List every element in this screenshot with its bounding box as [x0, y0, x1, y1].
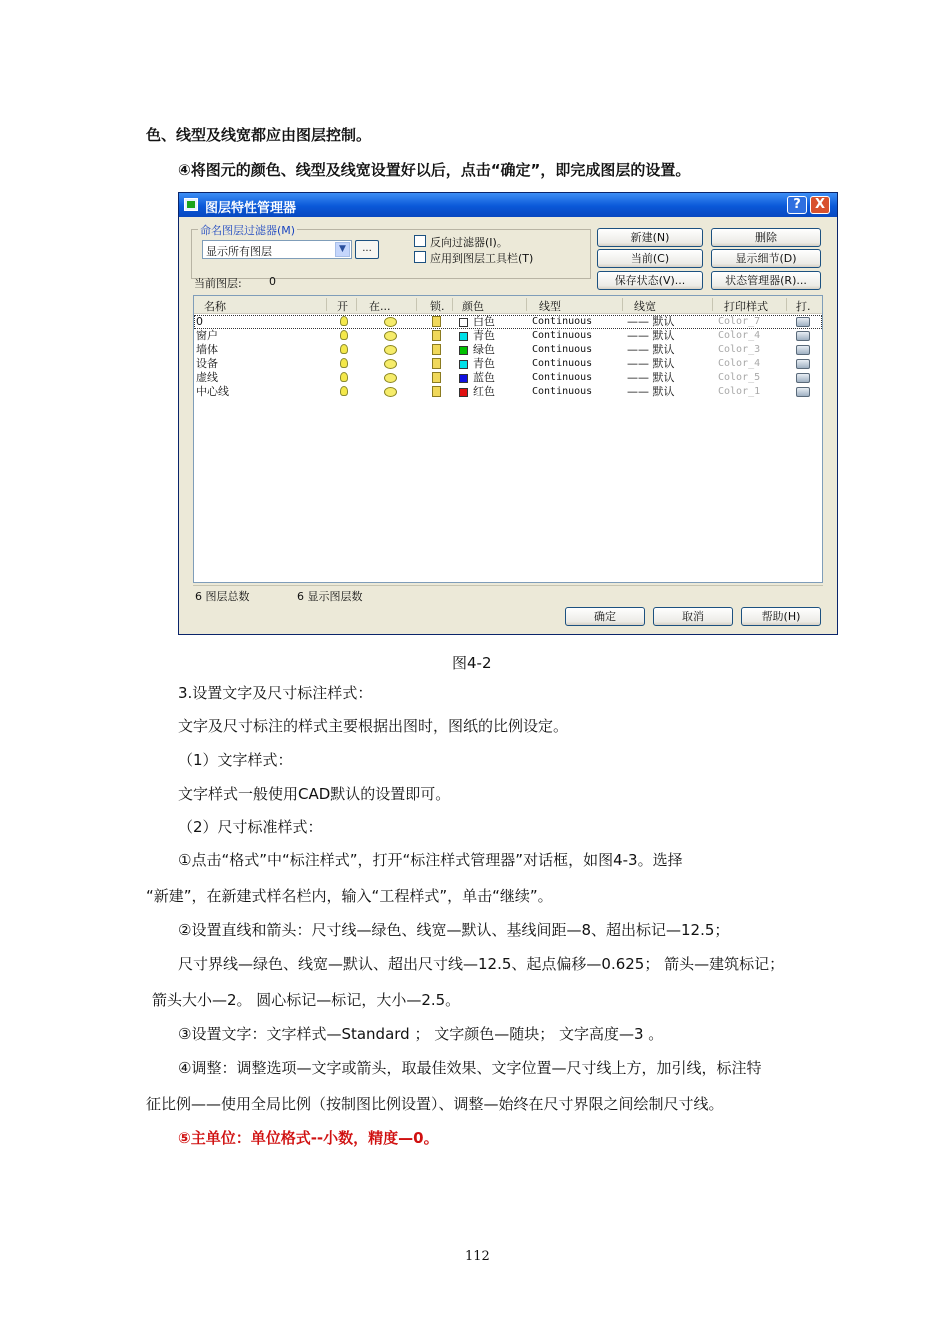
page-number: 112: [465, 1249, 490, 1264]
color-name: 白色: [473, 315, 495, 328]
plot-style: Color_4: [718, 330, 761, 341]
printer-icon[interactable]: [796, 359, 810, 369]
ok-button[interactable]: 确定: [565, 607, 645, 626]
layer-name: 虚线: [196, 371, 218, 384]
col-lineweight[interactable]: 线宽: [634, 300, 656, 313]
help-icon[interactable]: ?: [787, 196, 807, 214]
show-details-button[interactable]: 显示细节(D): [711, 249, 821, 268]
col-lock[interactable]: 锁.: [430, 300, 445, 313]
paragraph-line: “新建”，在新建式样名栏内，输入“工程样式”，单击“继续”。: [146, 887, 553, 905]
close-icon[interactable]: X: [810, 196, 830, 214]
paragraph-line: 箭头大小—2。 圆心标记—标记，大小—2.5。: [152, 991, 461, 1009]
printer-icon[interactable]: [796, 387, 810, 397]
paragraph-line: 文字及尺寸标注的样式主要根据出图时，图纸的比例设定。: [178, 717, 569, 735]
linetype[interactable]: Continuous: [532, 372, 593, 383]
paragraph-line: ②设置直线和箭头：尺寸线—绿色、线宽—默认、基线间距—8、超出标记—12.5；: [178, 921, 730, 939]
save-state-button[interactable]: 保存状态(V)...: [597, 271, 703, 290]
bulb-icon[interactable]: [340, 386, 348, 396]
sun-icon[interactable]: [384, 345, 397, 355]
help-button[interactable]: 帮助(H): [741, 607, 821, 626]
filter-group-label: 命名图层过滤器(M): [200, 224, 296, 237]
lineweight[interactable]: —— 默认: [627, 315, 675, 328]
linetype[interactable]: Continuous: [532, 344, 593, 355]
lock-icon[interactable]: [432, 386, 441, 397]
paragraph-line: ④将图元的颜色、线型及线宽设置好以后，点击“确定”，即完成图层的设置。: [178, 161, 691, 179]
lineweight[interactable]: —— 默认: [627, 343, 675, 356]
delete-button[interactable]: 删除: [711, 228, 821, 247]
sun-icon[interactable]: [384, 373, 397, 383]
sun-icon[interactable]: [384, 387, 397, 397]
table-row[interactable]: [194, 343, 822, 357]
table-row[interactable]: [194, 315, 822, 329]
bulb-icon[interactable]: [340, 330, 348, 340]
layer-list-header: [194, 296, 822, 314]
col-linetype[interactable]: 线型: [539, 300, 561, 313]
table-row[interactable]: [194, 385, 822, 399]
cancel-button[interactable]: 取消: [653, 607, 733, 626]
color-swatch[interactable]: [459, 374, 468, 383]
status-bar: [193, 585, 823, 602]
paragraph-line: 文字样式一般使用CAD默认的设置即可。: [178, 785, 451, 803]
lock-icon[interactable]: [432, 358, 441, 369]
table-row[interactable]: [194, 371, 822, 385]
app-icon: [184, 198, 198, 211]
plot-style: Color_3: [718, 344, 761, 355]
color-swatch[interactable]: [459, 332, 468, 341]
paragraph-line: （2）尺寸标准样式：: [178, 818, 323, 836]
sun-icon[interactable]: [384, 359, 397, 369]
paragraph-line: ③设置文字：文字样式—Standard ； 文字颜色—随块； 文字高度—3 。: [178, 1025, 664, 1043]
layer-name: 窗户: [196, 329, 218, 342]
plot-style: Color_7: [718, 316, 761, 327]
plot-style: Color_4: [718, 358, 761, 369]
col-freeze[interactable]: 在...: [369, 300, 391, 313]
new-button[interactable]: 新建(N): [597, 228, 703, 247]
dialog-titlebar: [179, 193, 837, 217]
linetype[interactable]: Continuous: [532, 330, 593, 341]
color-name: 红色: [473, 385, 495, 398]
col-plotstyle[interactable]: 打印样式: [724, 300, 768, 313]
layer-name: 设备: [196, 357, 218, 370]
layer-properties-dialog: [178, 192, 838, 635]
lineweight[interactable]: —— 默认: [627, 371, 675, 384]
lineweight[interactable]: —— 默认: [627, 357, 675, 370]
linetype[interactable]: Continuous: [532, 386, 593, 397]
color-swatch[interactable]: [459, 318, 468, 327]
printer-icon[interactable]: [796, 345, 810, 355]
state-manager-button[interactable]: 状态管理器(R)...: [711, 271, 821, 290]
paragraph-line: ①点击“格式”中“标注样式”，打开“标注样式管理器”对话框，如图4-3。选择: [178, 851, 683, 869]
filter-browse-button[interactable]: ...: [355, 240, 379, 259]
col-plot[interactable]: 打.: [796, 300, 811, 313]
printer-icon[interactable]: [796, 317, 810, 327]
paragraph-line: ⑤主单位：单位格式--小数，精度—0。: [178, 1129, 439, 1147]
sun-icon[interactable]: [384, 317, 397, 327]
layer-name: 0: [196, 315, 203, 328]
dialog-title: 图层特性管理器: [205, 201, 297, 216]
color-swatch[interactable]: [459, 360, 468, 369]
paragraph-line: 色、线型及线宽都应由图层控制。: [146, 126, 372, 144]
sun-icon[interactable]: [384, 331, 397, 341]
paragraph-line: （1）文字样式：: [178, 751, 293, 769]
color-name: 绿色: [473, 343, 495, 356]
bulb-icon[interactable]: [340, 344, 348, 354]
current-layer-label: 当前图层:: [194, 277, 242, 290]
layer-name: 墙体: [196, 343, 218, 356]
lineweight[interactable]: —— 默认: [627, 385, 675, 398]
paragraph-line: 3.设置文字及尺寸标注样式：: [178, 684, 373, 702]
status-shown-layers: 6 显示图层数: [297, 590, 363, 603]
current-button[interactable]: 当前(C): [597, 249, 703, 268]
color-name: 青色: [473, 329, 495, 342]
lineweight[interactable]: —— 默认: [627, 329, 675, 342]
apply-toolbar-label: 应用到图层工具栏(T): [430, 252, 534, 265]
lock-icon[interactable]: [432, 330, 441, 341]
color-swatch[interactable]: [459, 346, 468, 355]
lock-icon[interactable]: [432, 344, 441, 355]
printer-icon[interactable]: [796, 373, 810, 383]
printer-icon[interactable]: [796, 331, 810, 341]
color-swatch[interactable]: [459, 388, 468, 397]
invert-filter-label: 反向过滤器(I)。: [430, 236, 508, 249]
table-row[interactable]: [194, 357, 822, 371]
bulb-icon[interactable]: [340, 358, 348, 368]
plot-style: Color_1: [718, 386, 761, 397]
plot-style: Color_5: [718, 372, 761, 383]
layer-name: 中心线: [196, 385, 229, 398]
color-name: 蓝色: [473, 371, 495, 384]
paragraph-line: 征比例——使用全局比例（按制图比例设置）、调整—始终在尺寸界限之间绘制尺寸线。: [146, 1095, 724, 1113]
chevron-down-icon[interactable]: ▼: [335, 242, 350, 257]
layer-list[interactable]: [193, 295, 823, 583]
col-name[interactable]: 名称: [204, 300, 226, 313]
filter-combo[interactable]: [202, 240, 352, 259]
lock-icon[interactable]: [432, 372, 441, 383]
table-row[interactable]: [194, 329, 822, 343]
lock-icon[interactable]: [432, 316, 441, 327]
color-name: 青色: [473, 357, 495, 370]
col-color[interactable]: 颜色: [462, 300, 484, 313]
current-layer-value: 0: [269, 275, 276, 288]
invert-filter-checkbox[interactable]: [414, 235, 426, 247]
bulb-icon[interactable]: [340, 316, 348, 326]
apply-toolbar-checkbox[interactable]: [414, 251, 426, 263]
paragraph-line: ④调整：调整选项—文字或箭头，取最佳效果、文字位置—尺寸线上方，加引线，标注特: [178, 1059, 762, 1077]
figure-caption: 图4-2: [452, 654, 492, 672]
linetype[interactable]: Continuous: [532, 358, 593, 369]
linetype[interactable]: Continuous: [532, 316, 593, 327]
bulb-icon[interactable]: [340, 372, 348, 382]
status-total-layers: 6 图层总数: [195, 590, 250, 603]
col-on[interactable]: 开: [337, 300, 348, 313]
paragraph-line: 尺寸界线—绿色、线宽—默认、超出尺寸线—12.5、起点偏移—0.625； 箭头—建筑标记；: [178, 955, 785, 973]
filter-combo-value: 显示所有图层: [206, 245, 272, 258]
